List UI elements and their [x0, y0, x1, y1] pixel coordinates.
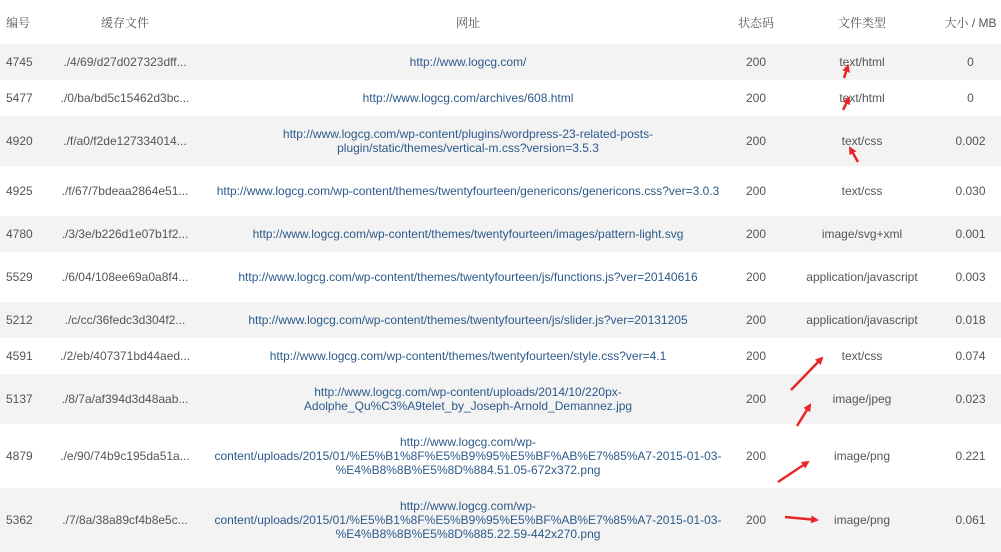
cell-size: 0.018	[940, 302, 1001, 338]
cell-status: 200	[728, 116, 784, 166]
cell-cache-file: ./3/3e/b226d1e07b1f2...	[42, 216, 208, 252]
table-row	[0, 302, 1001, 338]
table-row	[0, 252, 1001, 302]
cell-url	[208, 488, 728, 552]
table-row	[0, 338, 1001, 374]
cell-type: text/css	[784, 166, 940, 216]
cell-url	[208, 302, 728, 338]
cell-size: 0.030	[940, 166, 1001, 216]
url-link[interactable]: http://www.logcg.com/wp-content/uploads/2014/10/220px-Adolphe_Qu%C3%A9telet_by_Joseph-Arnold_Demannez.jpg	[303, 385, 633, 413]
cell-cache-file: ./2/eb/407371bd44aed...	[42, 338, 208, 374]
url-link[interactable]: http://www.logcg.com/wp-content/uploads/2015/01/%E5%B1%8F%E5%B9%95%E5%BF%AB%E7%85%A7-2015-01-03-%E4%B8%8B%E5%8D%885.22.59-442x270.png	[214, 499, 722, 541]
table-row	[0, 44, 1001, 80]
cell-cache-file: ./0/ba/bd5c15462d3bc...	[42, 80, 208, 116]
cell-id: 4745	[0, 44, 42, 80]
cell-url	[208, 166, 728, 216]
cell-id: 5137	[0, 374, 42, 424]
cell-size: 0	[940, 80, 1001, 116]
cell-size: 0	[940, 44, 1001, 80]
cell-cache-file: ./4/69/d27d027323dff...	[42, 44, 208, 80]
table-row	[0, 216, 1001, 252]
cell-cache-file: ./6/04/108ee69a0a8f4...	[42, 252, 208, 302]
cell-cache-file: ./c/cc/36fedc3d304f2...	[42, 302, 208, 338]
header-cache-file[interactable]: 缓存文件	[42, 0, 208, 44]
header-size[interactable]: 大小 / MB	[940, 0, 1001, 44]
header-url[interactable]: 网址	[208, 0, 728, 44]
cell-size: 0.061	[940, 488, 1001, 552]
cell-cache-file: ./f/a0/f2de127334014...	[42, 116, 208, 166]
cell-type: text/css	[784, 116, 940, 166]
cell-status: 200	[728, 166, 784, 216]
cell-status: 200	[728, 302, 784, 338]
cell-url	[208, 116, 728, 166]
header-id[interactable]: 编号	[0, 0, 42, 44]
cell-type: image/jpeg	[784, 374, 940, 424]
cell-type: text/css	[784, 338, 940, 374]
table-header-row	[0, 0, 1001, 44]
url-link[interactable]: http://www.logcg.com/wp-content/uploads/2015/01/%E5%B1%8F%E5%B9%95%E5%BF%AB%E7%85%A7-2015-01-03-%E4%B8%8B%E5%8D%884.51.05-672x372.png	[214, 435, 722, 477]
url-link[interactable]: http://www.logcg.com/wp-content/themes/twentyfourteen/genericons/genericons.css?ver=3.0.3	[216, 184, 720, 198]
cell-cache-file: ./e/90/74b9c195da51a...	[42, 424, 208, 488]
cell-status: 200	[728, 252, 784, 302]
cell-size: 0.023	[940, 374, 1001, 424]
table-row	[0, 424, 1001, 488]
url-link[interactable]: http://www.logcg.com/	[409, 55, 527, 69]
cell-size: 0.001	[940, 216, 1001, 252]
cell-id: 4925	[0, 166, 42, 216]
cell-url	[208, 80, 728, 116]
cell-status: 200	[728, 44, 784, 80]
cell-size: 0.002	[940, 116, 1001, 166]
cell-type: image/png	[784, 488, 940, 552]
cell-type: text/html	[784, 44, 940, 80]
cell-size: 0.074	[940, 338, 1001, 374]
cell-url	[208, 216, 728, 252]
url-link[interactable]: http://www.logcg.com/wp-content/themes/twentyfourteen/js/functions.js?ver=20140616	[238, 270, 698, 284]
cell-id: 5212	[0, 302, 42, 338]
url-link[interactable]: http://www.logcg.com/wp-content/themes/twentyfourteen/images/pattern-light.svg	[252, 227, 684, 241]
url-link[interactable]: http://www.logcg.com/archives/608.html	[362, 91, 574, 105]
cell-type: application/javascript	[784, 302, 940, 338]
cell-url	[208, 338, 728, 374]
cell-size: 0.221	[940, 424, 1001, 488]
cell-id: 5529	[0, 252, 42, 302]
cell-type: application/javascript	[784, 252, 940, 302]
table-row	[0, 166, 1001, 216]
url-link[interactable]: http://www.logcg.com/wp-content/themes/twentyfourteen/js/slider.js?ver=20131205	[248, 313, 688, 327]
cell-type: image/png	[784, 424, 940, 488]
cell-url	[208, 44, 728, 80]
url-link[interactable]: http://www.logcg.com/wp-content/themes/twentyfourteen/style.css?ver=4.1	[269, 349, 667, 363]
cell-status: 200	[728, 338, 784, 374]
cell-status: 200	[728, 80, 784, 116]
cell-id: 4780	[0, 216, 42, 252]
cell-status: 200	[728, 374, 784, 424]
cell-status: 200	[728, 488, 784, 552]
cell-url	[208, 424, 728, 488]
cell-size: 0.003	[940, 252, 1001, 302]
cell-type: text/html	[784, 80, 940, 116]
cell-id: 4920	[0, 116, 42, 166]
cell-cache-file: ./7/8a/38a89cf4b8e5c...	[42, 488, 208, 552]
header-status[interactable]: 状态码	[728, 0, 784, 44]
cell-cache-file: ./f/67/7bdeaa2864e51...	[42, 166, 208, 216]
cell-id: 5477	[0, 80, 42, 116]
header-type[interactable]: 文件类型	[784, 0, 940, 44]
cell-status: 200	[728, 216, 784, 252]
cell-id: 4591	[0, 338, 42, 374]
cell-type: image/svg+xml	[784, 216, 940, 252]
cell-status: 200	[728, 424, 784, 488]
table-row	[0, 374, 1001, 424]
url-link[interactable]: http://www.logcg.com/wp-content/plugins/wordpress-23-related-posts-plugin/static/themes/vertical-m.css?version=3.5.3	[282, 127, 654, 155]
cell-url	[208, 252, 728, 302]
cell-url	[208, 374, 728, 424]
table-row	[0, 116, 1001, 166]
cell-id: 4879	[0, 424, 42, 488]
cell-cache-file: ./8/7a/af394d3d48aab...	[42, 374, 208, 424]
table-row	[0, 488, 1001, 552]
cell-id: 5362	[0, 488, 42, 552]
table-row	[0, 80, 1001, 116]
